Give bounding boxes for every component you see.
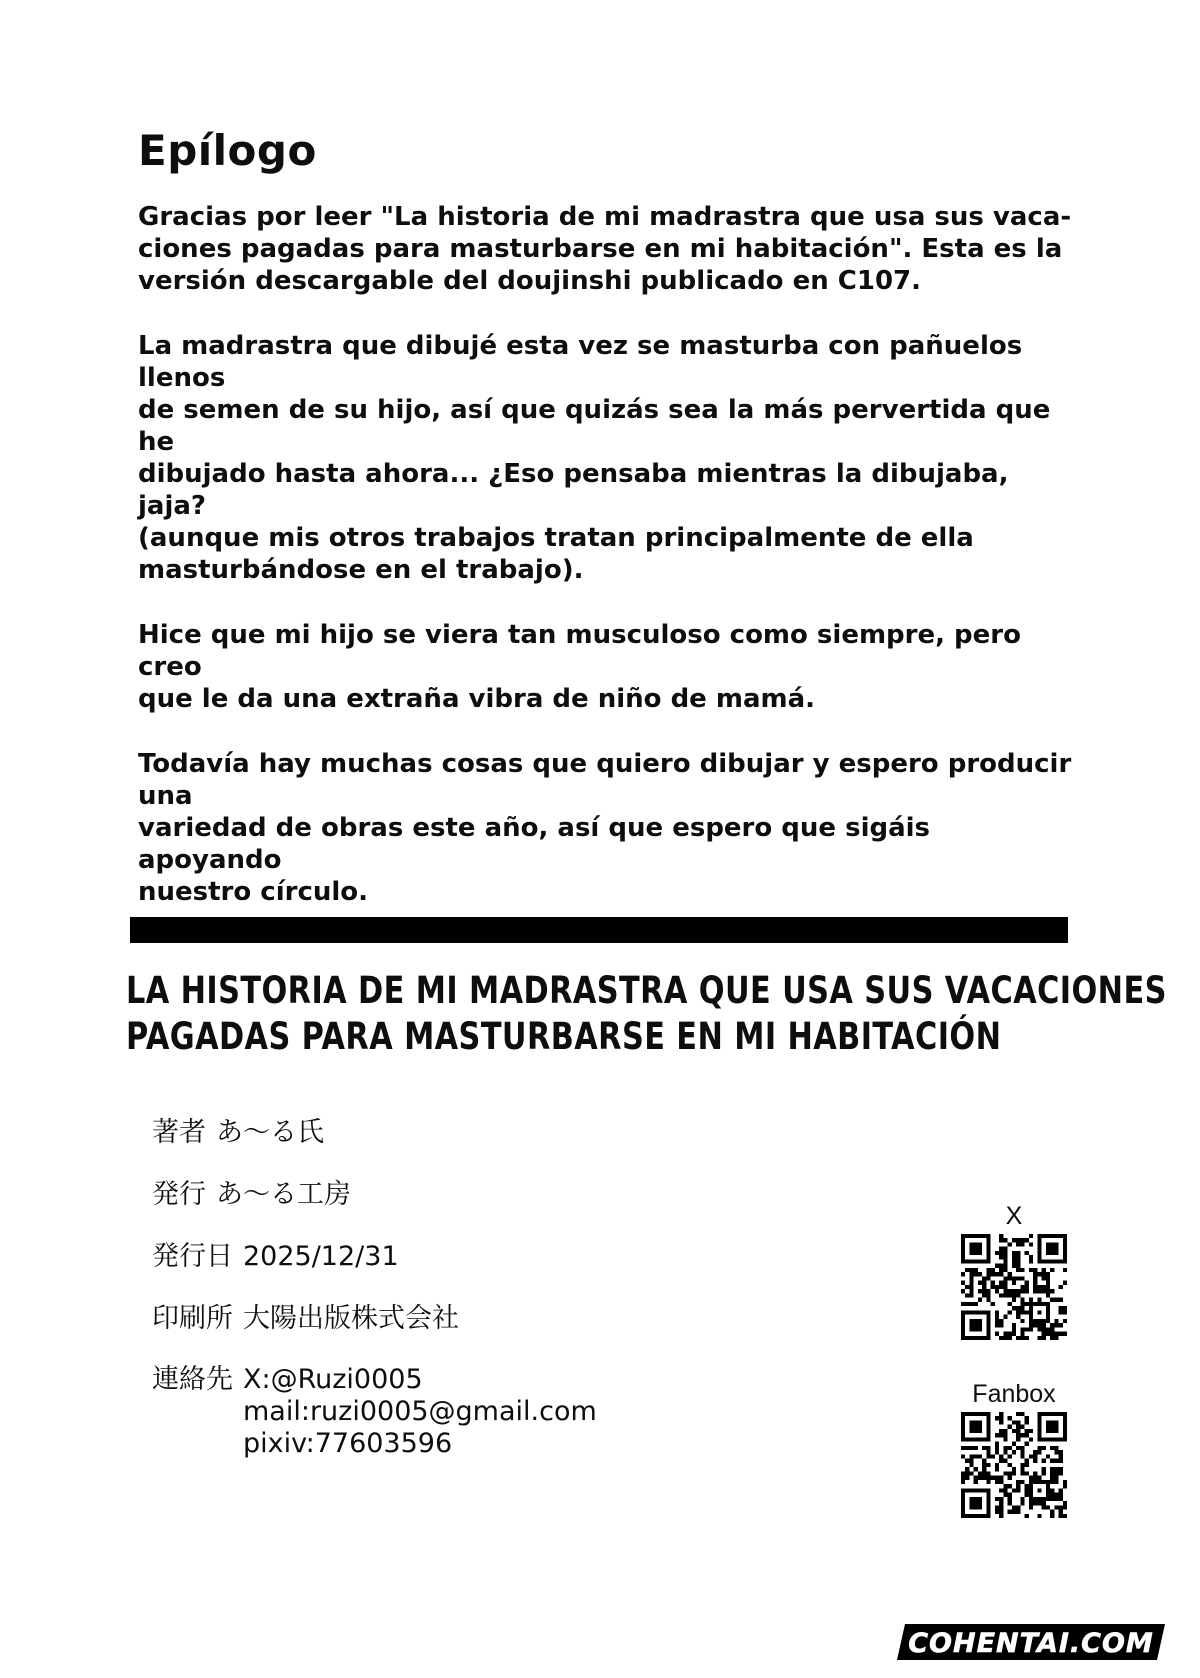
publisher-value: あ～る工房 (216, 1179, 351, 1210)
contact-label: 連絡先 (152, 1364, 233, 1395)
epilogue-paragraph-4: Todavía hay muchas cosas que quiero dibujar y espero producir una variedad de obras este año, así que espero que sigáis apoyando nuestro círculo. (138, 749, 1072, 907)
colophon (152, 1110, 597, 1460)
qr-x-block (960, 1202, 1068, 1340)
contact-x-handle: X:@Ruzi0005 (243, 1364, 423, 1395)
contact-email: mail:ruzi0005@gmail.com (243, 1396, 597, 1427)
colophon-publisher-row (152, 1172, 597, 1234)
epilogue-paragraph-3: Hice que mi hijo se viera tan musculoso como siempre, pero creo que le da una extraña vibra de niño de mamá. (138, 620, 1021, 714)
printer-value: 大陽出版株式会社 (243, 1303, 459, 1334)
epilogue-title: Epílogo (138, 126, 317, 175)
contact-pixiv: pixiv:77603596 (243, 1428, 453, 1459)
book-title-line-1: LA HISTORIA DE MI MADRASTRA QUE USA SUS VACACIONES (126, 969, 1167, 1012)
epilogue-paragraph-2: La madrastra que dibujé esta vez se masturba con pañuelos llenos de semen de su hijo, así que quizás sea la más pervertida que he dibujado hasta ahora... ¿Eso pensaba mientras la dibujaba, jaja? (aunque mis otros trabajos tratan principalmente de ella masturbándose en el trabajo). (138, 331, 1051, 585)
date-label: 発行日 (152, 1241, 233, 1272)
epilogue-section (138, 126, 1078, 941)
colophon-date-row (152, 1234, 597, 1296)
qr-fanbox-label: Fanbox (972, 1380, 1056, 1408)
date-value: 2025/12/31 (243, 1241, 399, 1272)
colophon-contact-row (152, 1364, 597, 1460)
qr-code-fanbox-icon[interactable] (961, 1412, 1067, 1518)
colophon-author-row (152, 1110, 597, 1172)
colophon-printer-row (152, 1296, 597, 1358)
watermark-text: COHENTAI.COM (908, 1628, 1154, 1659)
printer-label: 印刷所 (152, 1303, 233, 1334)
author-value: あ～る氏 (216, 1117, 324, 1148)
author-label: 著者 (152, 1117, 206, 1148)
book-title (126, 968, 1167, 1060)
book-title-line-2: PAGADAS PARA MASTURBARSE EN MI HABITACIÓN (126, 1015, 1002, 1058)
epilogue-paragraph-1: Gracias por leer "La historia de mi madrastra que usa sus vaca- ciones pagadas para masturbarse en mi habitación". Esta es la versión descargable del doujinshi publicado en C107. (138, 202, 1072, 296)
publisher-label: 発行 (152, 1179, 206, 1210)
divider-bar (130, 917, 1068, 943)
qr-fanbox-block (960, 1380, 1068, 1518)
watermark-logo (895, 1622, 1167, 1662)
qr-code-x-icon[interactable] (961, 1234, 1067, 1340)
qr-x-label: X (1005, 1202, 1023, 1230)
